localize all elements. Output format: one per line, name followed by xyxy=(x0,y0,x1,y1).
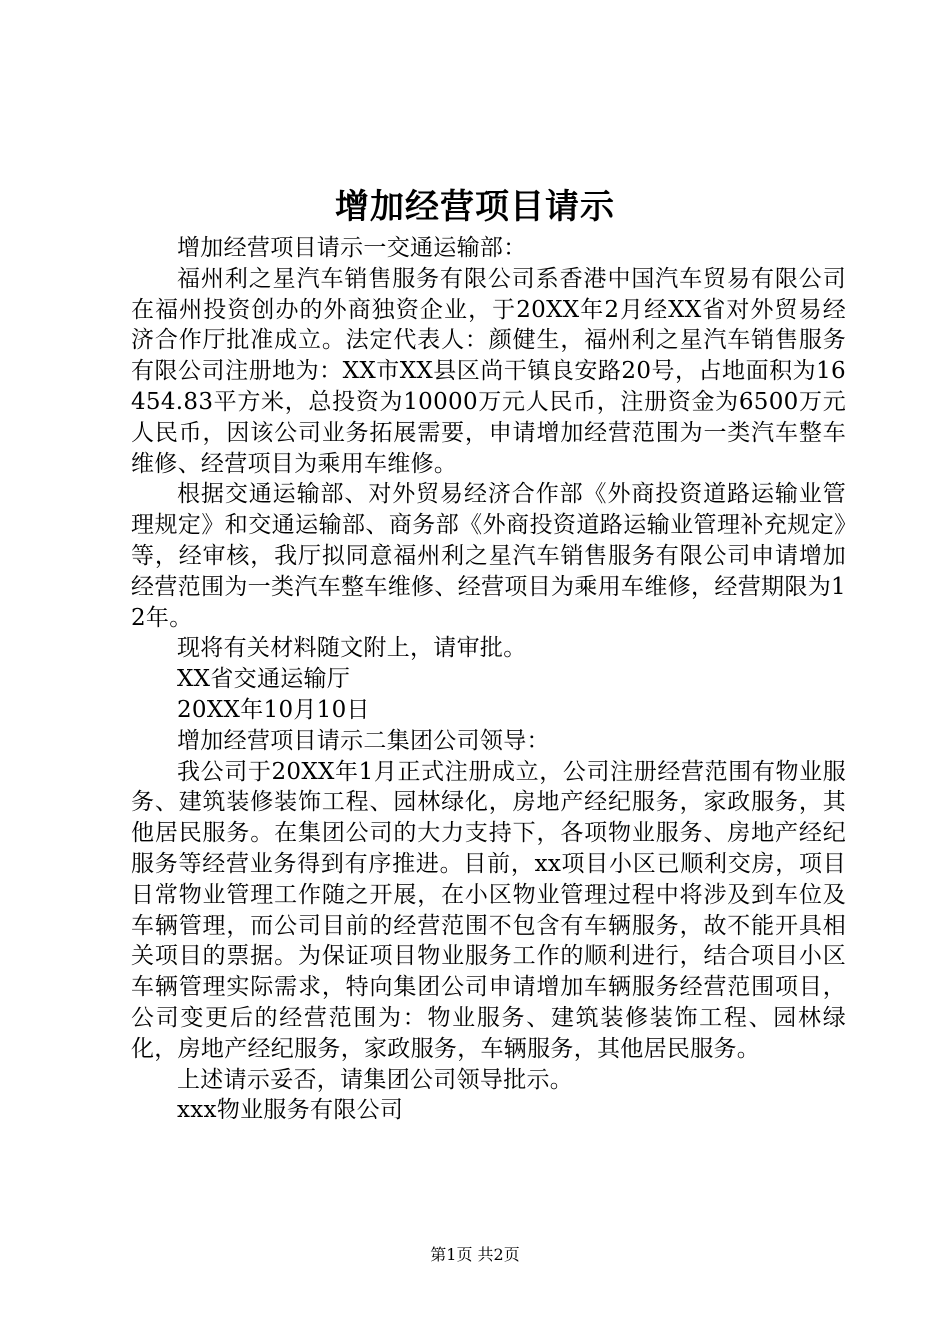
document-title: 增加经营项目请示 xyxy=(335,187,615,227)
document-body xyxy=(131,233,846,1126)
paragraph-approval-basis: 根据交通运输部、对外贸易经济合作部《外商投资道路运输业管理规定》和交通运输部、商务部《外商投资道路运输业管理补充规定》等，经审核，我厅拟同意福州利之星汽车销售服务有限公司申请增加经营范围为一类汽车整车维修、经营项目为乘用车维修，经营期限为12年。 xyxy=(131,481,846,631)
paragraph-attachment-note: 现将有关材料随文附上，请审批。 xyxy=(177,635,527,662)
paragraph-heading-1: 增加经营项目请示一交通运输部： xyxy=(177,235,527,261)
paragraph-heading-2: 增加经营项目请示二集团公司领导： xyxy=(177,727,550,754)
paragraph-request-body: 我公司于20XX年1月正式注册成立，公司注册经营范围有物业服务、建筑装修装饰工程、园林绿化，房地产经纪服务，家政服务，其他居民服务。在集团公司的大力支持下，各项物业服务、房地产经纪服务等经营业务得到有序推进。目前，xx项目小区已顺利交房，项目日常物业管理工作随之开展，在小区物业管理过程中将涉及到车位及车辆管理，而公司目前的经营范围不包含有车辆服务，故不能开具相关项目的票据。为保证项目物业服务工作的顺利进行，结合项目小区车辆管理实际需求，特向集团公司申请增加车辆服务经营范围项目，公司变更后的经营范围为：物业服务、建筑装修装饰工程、园林绿化，房地产经纪服务，家政服务，车辆服务，其他居民服务。 xyxy=(131,758,846,1062)
paragraph-closing: 上述请示妥否，请集团公司领导批示。 xyxy=(177,1066,574,1093)
paragraph-company-intro: 福州利之星汽车销售服务有限公司系香港中国汽车贸易有限公司在福州投资创办的外商独资企业，于20XX年2月经XX省对外贸易经济合作厅批准成立。法定代表人：颜健生，福州利之星汽车销售服务有限公司注册地为：XX市XX县区尚干镇良安路20号，占地面积为16454.83平方米，总投资为10000万元人民币，注册资金为6500万元人民币，因该公司业务拓展需要，申请增加经营范围为一类汽车整车维修、经营项目为乘用车维修。 xyxy=(131,265,846,477)
page-number-footer: 第1页 共2页 xyxy=(430,1245,520,1264)
paragraph-signature-company: xxx物业服务有限公司 xyxy=(177,1097,404,1124)
paragraph-signature-dept: XX省交通运输厅 xyxy=(177,666,351,693)
paragraph-signature-date: 20XX年10月10日 xyxy=(177,696,370,723)
